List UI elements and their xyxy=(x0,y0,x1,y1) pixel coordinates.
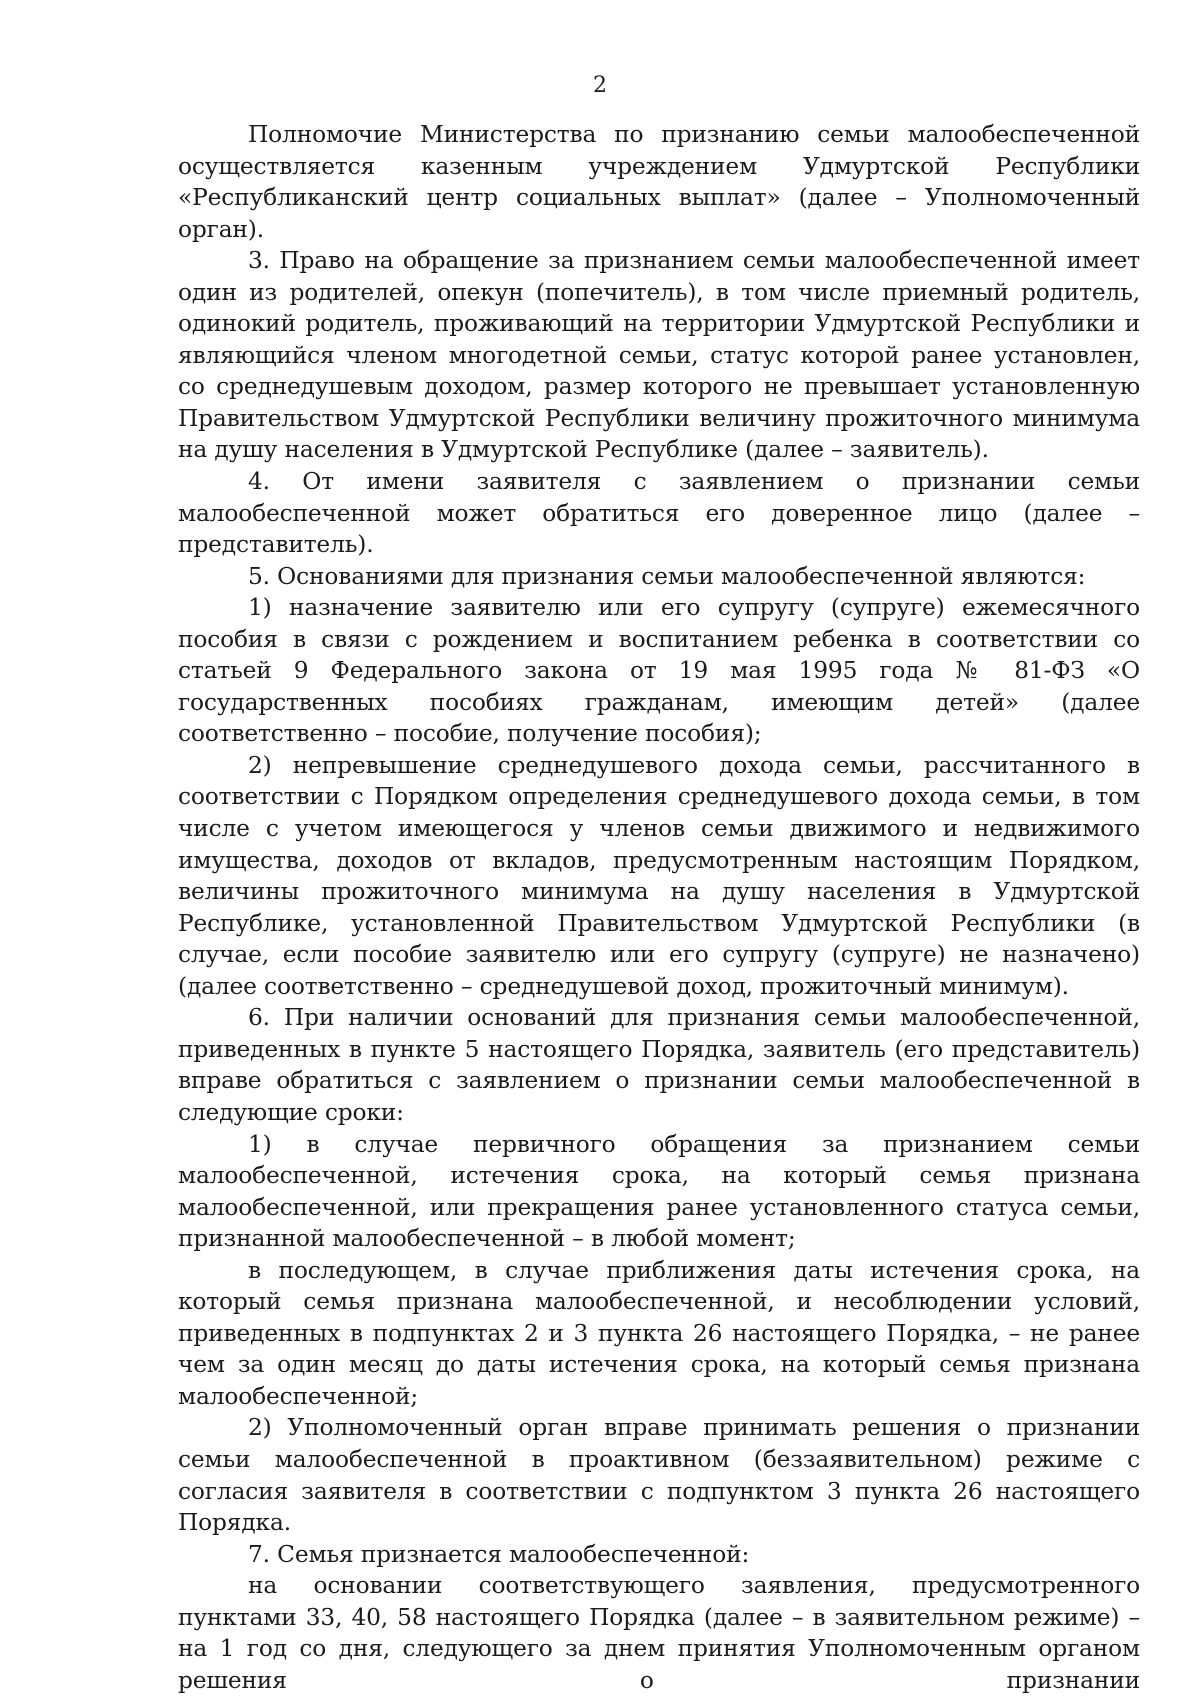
paragraph-6-subsequent: в последующем, в случае приближения даты истечения срока, на который семья признана малообеспеченной, и несоблюдении условий, приведенных в подпунктах 2 и 3 пункта 26 настоящего Порядка, – не ранее чем за один месяц до даты истечения срока, на который семья признана малообеспеченной; xyxy=(178,1256,1140,1410)
paragraph-authority: Полномочие Министерства по признанию семьи малообеспеченной осуществляется казенным учреждением Удмуртской Республики «Республиканский центр социальных выплат» (далее – Уполномоченный орган). xyxy=(178,121,1140,243)
paragraph-5-item-2: 2) непревышение среднедушевого дохода семьи, рассчитанного в соответствии с Порядком определения среднедушевого дохода семьи, в том числе с учетом имеющегося у членов семьи движимого и недвижимого имущества, доходов от вкладов, предусмотренным настоящим Порядком, величины прожиточного минимума на душу населения в Удмуртской Республике, установленной Правительством Удмуртской Республики (в случае, если пособие заявителю или его супругу (супруге) не назначено) (далее соответственно – среднедушевой доход, прожиточный минимум). xyxy=(178,751,1140,1000)
paragraph-5-item-1: 1) назначение заявителю или его супругу (супруге) ежемесячного пособия в связи с рождением и воспитанием ребенка в соответствии со статьей 9 Федерального закона от 19 мая 1995 года № 81-ФЗ «О государственных пособиях гражданам, имеющим детей» (далее соответственно – пособие, получение пособия); xyxy=(178,594,1140,748)
paragraph-7-recognition: 7. Семья признается малообеспеченной: xyxy=(248,1540,750,1568)
paragraph-3-right-to-apply: 3. Право на обращение за признанием семьи малообеспеченной имеет один из родителей, опекун (попечитель), в том числе приемный родитель, одинокий родитель, проживающий на территории Удмуртской Республики и являющийся членом многодетной семьи, статус которой ранее установлен, со среднедушевым доходом, размер которого не превышает установленную Правительством Удмуртской Республики величину прожиточного минимума на душу населения в Удмуртской Республике (далее – заявитель). xyxy=(178,247,1140,464)
paragraph-4-representative: 4. От имени заявителя с заявлением о признании семьи малообеспеченной может обратиться его доверенное лицо (далее – представитель). xyxy=(178,468,1140,559)
paragraph-6-item-1: 1) в случае первичного обращения за признанием семьи малообеспеченной, истечения срока, на который семья признана малообеспеченной, или прекращения ранее установленного статуса семьи, признанной малообеспеченной – в любой момент; xyxy=(178,1130,1140,1253)
paragraph-6-item-2: 2) Уполномоченный орган вправе принимать решения о признании семьи малообеспеченной в проактивном (беззаявительном) режиме с согласия заявителя в соответствии с подпунктом 3 пункта 26 настоящего Порядка. xyxy=(178,1414,1140,1537)
paragraph-6-deadlines: 6. При наличии оснований для признания семьи малообеспеченной, приведенных в пункте 5 настоящего Порядка, заявитель (его представитель) вправе обратиться с заявлением о признании семьи малообеспеченной в следующие сроки: xyxy=(178,1004,1140,1126)
document-body xyxy=(178,119,1140,1696)
paragraph-7-application-mode: на основании соответствующего заявления, предусмотренного пунктами 33, 40, 58 настоящего Порядка (далее – в заявительном режиме) – на 1 год со дня, следующего за днем принятия Уполномоченным органом решения о признании xyxy=(178,1572,1140,1694)
page-number: 2 xyxy=(593,73,607,98)
paragraph-5-grounds: 5. Основаниями для признания семьи малообеспеченной являются: xyxy=(248,562,1086,590)
